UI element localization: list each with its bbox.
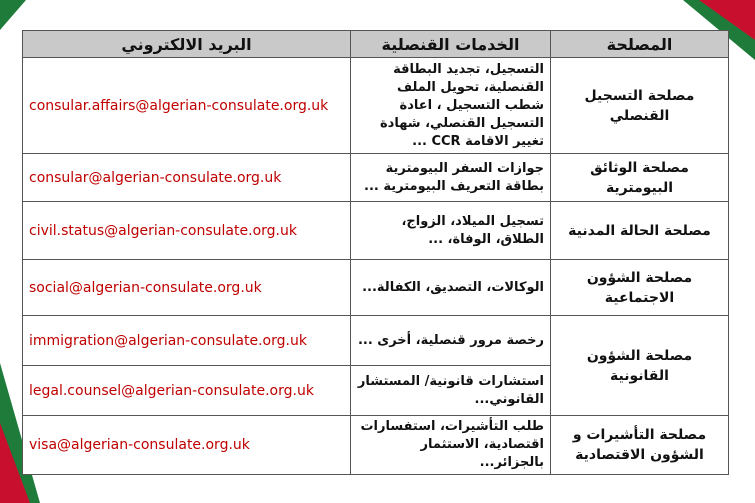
header-email: البريد الالكتروني bbox=[23, 31, 351, 58]
table-row bbox=[23, 154, 729, 202]
table-header-row bbox=[23, 31, 729, 58]
email-link[interactable]: social@algerian-consulate.org.uk bbox=[23, 260, 351, 316]
consular-services-table bbox=[22, 30, 729, 475]
department-cell: مصلحة الشؤون الاجتماعية bbox=[551, 260, 729, 316]
header-department: المصلحة bbox=[551, 31, 729, 58]
department-cell: مصلحة الشؤون القانونية bbox=[551, 316, 729, 416]
email-link[interactable]: civil.status@algerian-consulate.org.uk bbox=[23, 202, 351, 260]
department-cell: مصلحة التأشيرات و الشؤون الاقتصادية bbox=[551, 416, 729, 475]
department-cell: مصلحة الحالة المدنية bbox=[551, 202, 729, 260]
services-cell: تسجيل الميلاد، الزواج، الطلاق، الوفاة، ... bbox=[351, 202, 551, 260]
flag-green-corner-top-left bbox=[0, 0, 26, 30]
services-cell: جوازات السفر البيومترية بطاقة التعريف البيومترية ... bbox=[351, 154, 551, 202]
services-cell: رخصة مرور قنصلية، أخرى ... bbox=[351, 316, 551, 366]
email-link[interactable]: visa@algerian-consulate.org.uk bbox=[23, 416, 351, 475]
department-cell: مصلحة التسجيل القنصلي bbox=[551, 58, 729, 154]
table-row bbox=[23, 416, 729, 475]
services-cell: استشارات قانونية/ المستشار القانوني... bbox=[351, 366, 551, 416]
email-link[interactable]: legal.counsel@algerian-consulate.org.uk bbox=[23, 366, 351, 416]
header-services: الخدمات القنصلية bbox=[351, 31, 551, 58]
services-cell: طلب التأشيرات، استفسارات اقتصادية، الاستثمار بالجزائر... bbox=[351, 416, 551, 475]
table-row bbox=[23, 260, 729, 316]
email-link[interactable]: immigration@algerian-consulate.org.uk bbox=[23, 316, 351, 366]
table-row bbox=[23, 58, 729, 154]
email-link[interactable]: consular@algerian-consulate.org.uk bbox=[23, 154, 351, 202]
table-row bbox=[23, 202, 729, 260]
department-cell: مصلحة الوثائق البيومترية bbox=[551, 154, 729, 202]
table-row bbox=[23, 316, 729, 366]
services-cell: التسجيل، تجديد البطاقة القنصلية، تحويل الملف شطب التسجيل ، اعادة التسجيل القنصلي، شهادة تغيير الاقامة CCR ... bbox=[351, 58, 551, 154]
email-link[interactable]: consular.affairs@algerian-consulate.org.uk bbox=[23, 58, 351, 154]
services-cell: الوكالات، التصديق، الكفالة... bbox=[351, 260, 551, 316]
